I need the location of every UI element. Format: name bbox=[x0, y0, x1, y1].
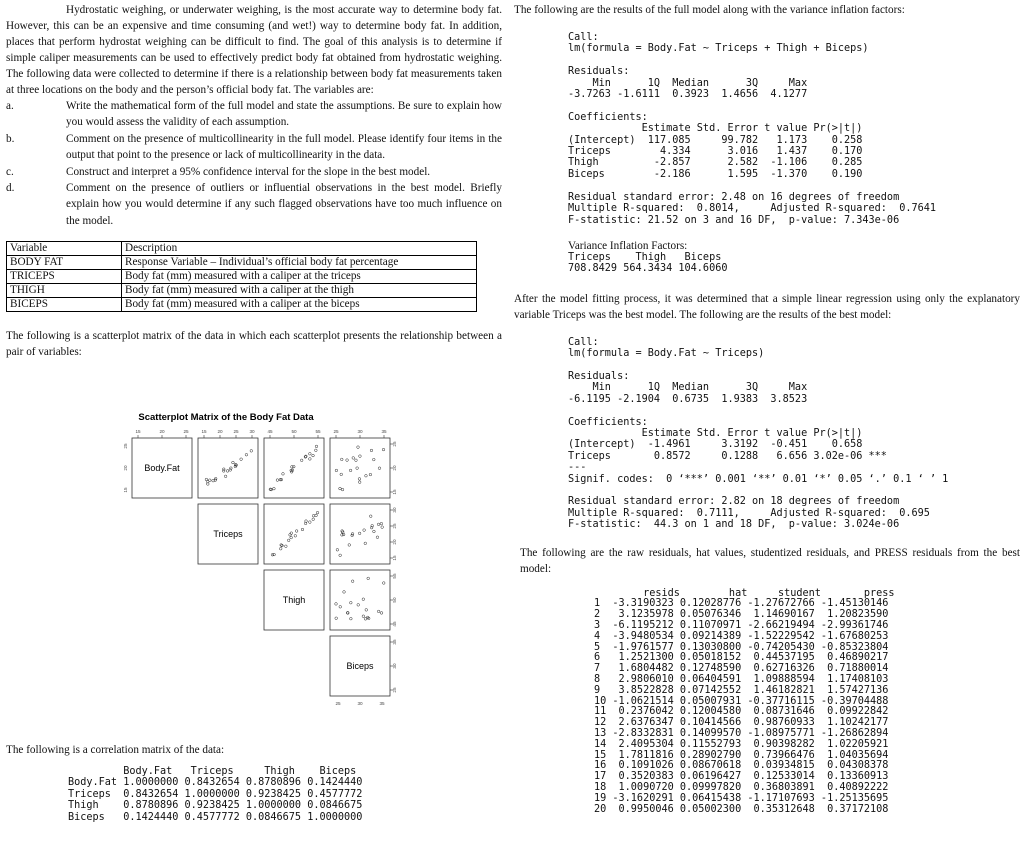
question-d bbox=[6, 180, 502, 229]
tick-label: 15 bbox=[392, 489, 397, 495]
scatter-point bbox=[339, 487, 342, 490]
tick-label: 35 bbox=[392, 639, 397, 645]
scatter-intro: The following is a scatterplot matrix of the data in which each scatterplot presents the relationship between a pair of variables: bbox=[6, 330, 502, 359]
tick-label: 30 bbox=[392, 507, 397, 513]
scatter-point bbox=[339, 606, 342, 609]
scatter-point bbox=[240, 458, 243, 461]
scatter-point bbox=[369, 515, 372, 518]
scatter-point bbox=[309, 458, 312, 461]
right-column bbox=[514, 2, 1020, 815]
scatter-point bbox=[348, 544, 351, 547]
question-label: c. bbox=[6, 165, 14, 178]
scatter-point bbox=[341, 488, 344, 491]
question-text: Write the mathematical form of the full model and state the assumptions. Be sure to explain how you would assess the validity of each assumption. bbox=[66, 100, 502, 129]
scatter-point bbox=[287, 539, 290, 542]
table-row bbox=[7, 256, 477, 270]
scatter-labels bbox=[144, 463, 374, 671]
residuals-table: resids hat student press 1 -3.3190323 0.12028776 -1.27672766 -1.45130146 2 3.1235978 0.05076346 1.14690167 1.20823590 3 -6.1195212 0.11070971 -2.66219494 -2.99361746 4 -3.9480534 0.09214389 -1.52229542 -1.67680253 5 -1.9761577 0.13030800 -0.74205430 -0.85323804 6 1.2521300 0.05018152 0.44537195 0.46890217 7 1.6804482 0.12748590 0.62716326 0.71880014 8 2.9806010 0.06404591 1.09888594 1.17408103 9 3.8522828 0.07142552 1.46182821 1.57427136 10 -1.0621514 0.05007931 -0.37716115 -0.39704488 11 0.2376042 0.12004580 0.08731646 0.09922842 12 2.6376347 0.10414566 0.98760933 1.10242177 13 -2.8332831 0.14099570 -1.08975771 -1.26862894 14 2.4095304 0.11552793 0.90398282 1.02205921 15 1.7811816 0.28902790 0.73966476 1.04035694 16 0.1091026 0.08670618 0.03934815 0.04308378 17 0.3520383 0.06196427 0.12533014 0.13360913 18 1.0090720 0.09997820 0.36803891 0.40892222 19 -3.1620291 0.06415438 -1.17107693 -1.25135695 20 0.9950046 0.05002300 0.35312648 0.37172108 bbox=[594, 587, 895, 815]
scatter-point bbox=[382, 582, 385, 585]
scatter-point bbox=[340, 458, 343, 461]
tick-label: 20 bbox=[217, 429, 223, 434]
scatter-point bbox=[315, 449, 318, 452]
scatter-point bbox=[358, 478, 361, 481]
table-cell: Body fat (mm) measured with a caliper at the biceps bbox=[122, 298, 477, 312]
full-model-intro: The following are the results of the full model along with the variance inflation factors: bbox=[514, 4, 905, 16]
question-text: Construct and interpret a 95% confidence interval for the slope in the best model. bbox=[66, 165, 431, 178]
scatter-point bbox=[341, 534, 344, 537]
scatter-point bbox=[346, 459, 349, 462]
scatter-point bbox=[362, 615, 365, 618]
scatter-point bbox=[222, 468, 225, 471]
residuals-intro: The following are the raw residuals, hat values, studentized residuals, and PRESS residuals from the best model: bbox=[520, 546, 1020, 575]
scatter-point bbox=[312, 514, 315, 517]
tick-label: 55 bbox=[315, 429, 321, 434]
table-cell: TRICEPS bbox=[7, 270, 122, 284]
scatter-point bbox=[376, 536, 379, 539]
tick-label: 15 bbox=[123, 487, 128, 493]
tick-label: 35 bbox=[381, 429, 387, 434]
scatter-point bbox=[370, 449, 373, 452]
scatter-point bbox=[351, 580, 354, 583]
tick-label: 45 bbox=[392, 621, 397, 627]
question-a bbox=[6, 98, 502, 131]
scatter-point bbox=[369, 473, 372, 476]
table-row bbox=[7, 270, 477, 284]
scatter-point bbox=[377, 610, 380, 613]
scatter-point bbox=[226, 470, 229, 473]
question-text: Comment on the presence of multicollinearity in the full model. Please identify four items in the output that point to the presence or lack of multicollinearity in the data. bbox=[66, 132, 502, 162]
scatter-point bbox=[365, 474, 368, 477]
scatter-point bbox=[279, 547, 282, 550]
tick-label: 25 bbox=[333, 429, 339, 434]
scatter-point bbox=[285, 545, 288, 548]
scatter-point bbox=[350, 601, 353, 604]
tick-label: 20 bbox=[123, 465, 128, 471]
tick-label: 30 bbox=[392, 663, 397, 669]
scatter-panel bbox=[198, 438, 258, 498]
scatter-point bbox=[365, 609, 368, 612]
scatter-point bbox=[357, 446, 360, 449]
scatterplot-matrix bbox=[110, 408, 397, 718]
tick-label: 20 bbox=[392, 465, 397, 471]
tick-label: 35 bbox=[379, 701, 385, 706]
scatter-point bbox=[372, 458, 375, 461]
scatter-point bbox=[232, 461, 235, 464]
tick-label: 15 bbox=[201, 429, 207, 434]
scatter-point bbox=[224, 475, 227, 478]
tick-label: 25 bbox=[183, 429, 189, 434]
table-row bbox=[7, 242, 477, 256]
scatter-point bbox=[380, 522, 383, 525]
scatter-point bbox=[356, 467, 359, 470]
variable-label: Thigh bbox=[282, 595, 306, 605]
scatter-point bbox=[273, 553, 276, 556]
scatter-point bbox=[309, 452, 312, 455]
scatter-point bbox=[335, 603, 338, 606]
tick-label: 25 bbox=[123, 443, 128, 449]
scatter-point bbox=[300, 459, 303, 462]
question-text: Comment on the presence of outliers or influential observations in the best model. Briefly explain how you would determine if any such flagged observations have too much influence on the model. bbox=[66, 182, 502, 227]
tick-label: 20 bbox=[159, 429, 165, 434]
scatter-point bbox=[291, 466, 294, 469]
vif-output: Triceps Thigh Biceps 708.8429 564.3434 104.6060 bbox=[568, 251, 728, 275]
question-c bbox=[6, 164, 502, 180]
scatter-point bbox=[352, 457, 355, 460]
intro-paragraph: Hydrostatic weighing, or underwater weighing, is the most accurate way to determine body fat. However, this can be an expensive and time consuming (and wet!) way to determine body fat. In addition, places that perform hydrostat weighing can be difficult to find. The goal of this analysis is to determine if simple caliper measurements can be used to effectively predict body fat obtained from hydrostatic weighing. The following data were collected to determine if there is a relationship between body fat measurements taken at three locations on the body and the person’s official body fat. The variables are: bbox=[6, 4, 502, 96]
scatter-point bbox=[378, 467, 381, 470]
scatter-point bbox=[349, 469, 352, 472]
variable-label: Triceps bbox=[213, 529, 243, 539]
scatter-point bbox=[357, 604, 360, 607]
scatter-point bbox=[276, 479, 279, 482]
variables-table bbox=[6, 241, 477, 312]
full-model-output: Call: lm(formula = Body.Fat ~ Triceps + Thigh + Biceps) Residuals: Min 1Q Median 3Q Max -3.7263 -1.6111 0.3923 1.4656 4.1277 Coefficients: Estimate Std. Error t value Pr(>|t|) (Intercept) 117.085 99.782 1.173 0.258 Triceps 4.334 3.016 1.437 0.170 Thigh -2.857 2.582 -1.106 0.285 Biceps -2.186 1.595 -1.370 0.190 Residual standard error: 2.48 on 16 degrees of freedom Multiple R-squared: 0.8014, Adjusted R-squared: 0.7641 F-statistic: 21.52 on 3 and 16 DF, p-value: 7.343e-06 bbox=[568, 32, 937, 226]
tick-label: 50 bbox=[291, 429, 297, 434]
best-model-output: Call: lm(formula = Body.Fat ~ Triceps) Residuals: Min 1Q Median 3Q Max -6.1195 -2.1904 0.6735 1.9383 3.8523 Coefficients: Estimate Std. Error t value Pr(>|t|) (Intercept) -1.4961 3.3192 -0.451 0.658 Triceps 0.8572 0.1288 6.656 3.02e-06 *** --- Signif. codes: 0 ‘***’ 0.001 ‘**’ 0.01 ‘*’ 0.05 ‘.’ 0.1 ‘ ’ 1 Residual standard error: 2.82 on 18 degrees of freedom Multiple R-squared: 0.7111, Adjusted R-squared: 0.695 F-statistic: 44.3 on 1 and 18 DF, p-value: 3.024e-06 bbox=[568, 336, 949, 531]
scatter-point bbox=[273, 487, 276, 490]
scatter-point bbox=[335, 469, 338, 472]
scatter-point bbox=[377, 523, 380, 526]
tick-label: 30 bbox=[357, 701, 363, 706]
scatter-point bbox=[358, 481, 361, 484]
tick-label: 15 bbox=[392, 555, 397, 561]
scatter-panel bbox=[330, 570, 390, 630]
table-cell: Body fat (mm) measured with a caliper at the thigh bbox=[122, 284, 477, 298]
scatter-point bbox=[373, 530, 376, 533]
scatter-point bbox=[245, 453, 248, 456]
left-column bbox=[6, 2, 502, 360]
scatter-point bbox=[340, 473, 343, 476]
scatter-point bbox=[208, 479, 211, 482]
tick-label: 25 bbox=[335, 701, 341, 706]
tick-label: 30 bbox=[357, 429, 363, 434]
scatter-point bbox=[380, 612, 383, 615]
table-cell: THIGH bbox=[7, 284, 122, 298]
scatter-point bbox=[282, 473, 285, 476]
tick-label: 25 bbox=[392, 687, 397, 693]
table-header-cell: Description bbox=[122, 242, 477, 256]
scatter-point bbox=[358, 532, 361, 535]
question-label: a. bbox=[6, 100, 14, 112]
scatter-point bbox=[294, 535, 297, 538]
vif-title: Variance Inflation Factors: bbox=[568, 239, 688, 252]
tick-label: 20 bbox=[392, 539, 397, 545]
scatter-point bbox=[351, 534, 354, 537]
tick-label: 15 bbox=[135, 429, 141, 434]
scatter-point bbox=[309, 521, 312, 524]
scatter-point bbox=[359, 455, 362, 458]
table-cell: BICEPS bbox=[7, 298, 122, 312]
table-cell: BODY FAT bbox=[7, 256, 122, 270]
scatter-point bbox=[367, 577, 370, 580]
corr-intro: The following is a correlation matrix of the data: bbox=[6, 744, 225, 756]
scatter-point bbox=[343, 591, 346, 594]
scatter-point bbox=[382, 448, 385, 451]
scatter-point bbox=[316, 511, 319, 514]
scatter-point bbox=[363, 529, 366, 532]
variable-label: Biceps bbox=[346, 661, 374, 671]
tick-label: 25 bbox=[392, 441, 397, 447]
scatter-point bbox=[364, 542, 367, 545]
table-row bbox=[7, 298, 477, 312]
scatter-point bbox=[339, 554, 342, 557]
scatter-point bbox=[301, 528, 304, 531]
question-b bbox=[6, 131, 502, 164]
table-cell: Body fat (mm) measured with a caliper at the triceps bbox=[122, 270, 477, 284]
scatter-title: Scatterplot Matrix of the Body Fat Data bbox=[138, 412, 314, 423]
scatter-point bbox=[350, 617, 353, 620]
scatter-point bbox=[362, 598, 365, 601]
best-model-intro: After the model fitting process, it was determined that a simple linear regression using only the explanatory variable Triceps was the best model. The following are the results of the best model: bbox=[514, 292, 1020, 321]
scatter-point bbox=[250, 450, 253, 453]
scatter-point bbox=[381, 526, 384, 529]
tick-label: 25 bbox=[392, 523, 397, 529]
tick-label: 45 bbox=[267, 429, 273, 434]
table-row bbox=[7, 284, 477, 298]
scatter-cells bbox=[132, 438, 390, 696]
scatter-point bbox=[315, 445, 318, 448]
tick-label: 55 bbox=[392, 573, 397, 579]
table-header-cell: Variable bbox=[7, 242, 122, 256]
question-label: b. bbox=[6, 132, 15, 145]
scatter-point bbox=[312, 518, 315, 521]
scatter-point bbox=[205, 478, 208, 481]
question-label: d. bbox=[6, 182, 15, 195]
scatter-point bbox=[355, 459, 358, 462]
scatter-point bbox=[312, 454, 315, 457]
tick-label: 25 bbox=[233, 429, 239, 434]
tick-label: 30 bbox=[249, 429, 255, 434]
correlation-matrix: Body.Fat Triceps Thigh Biceps Body.Fat 1.0000000 0.8432654 0.8780896 0.1424440 Triceps 0.8432654 1.0000000 0.9238425 0.4577772 Thigh 0.8780896 0.9238425 1.0000000 0.0846675 Biceps 0.1424440 0.4577772 0.0846675 1.0000000 bbox=[68, 766, 363, 823]
tick-label: 50 bbox=[392, 597, 397, 603]
variable-label: Body.Fat bbox=[144, 463, 180, 473]
scatter-point bbox=[295, 530, 298, 533]
scatter-point bbox=[290, 536, 293, 539]
scatter-point bbox=[315, 514, 318, 517]
table-cell: Response Variable – Individual’s official body fat percentage bbox=[122, 256, 477, 270]
scatter-point bbox=[336, 548, 339, 551]
scatter-point bbox=[335, 617, 338, 620]
